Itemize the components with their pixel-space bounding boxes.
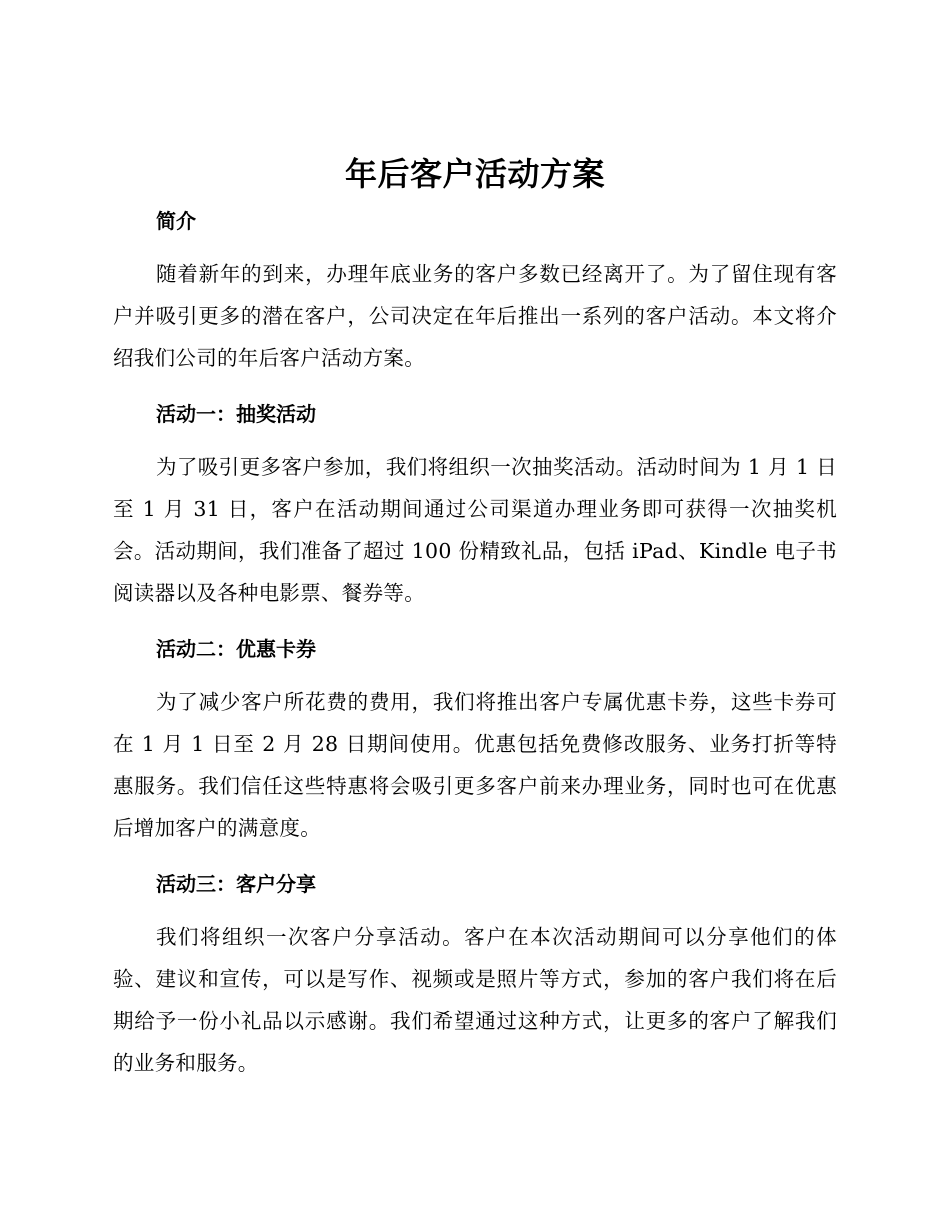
- section-paragraph: 我们将组织一次客户分享活动。客户在本次活动期间可以分享他们的体验、建议和宣传，可以是写作、视频或是照片等方式，参加的客户我们将在后期给予一份小礼品以示感谢。我们希望通过这种方式，让更多的客户了解我们的业务和服务。: [113, 925, 837, 1075]
- document-content: [113, 146, 837, 1104]
- section-heading: 活动一：抽奖活动: [156, 402, 316, 426]
- section-heading: 简介: [156, 209, 196, 233]
- section-activity-lottery: [113, 399, 837, 614]
- section-paragraph: 随着新年的到来，办理年底业务的客户多数已经离开了。为了留住现有客户并吸引更多的潜在客户，公司决定在年后推出一系列的客户活动。本文将介绍我们公司的年后客户活动方案。: [113, 262, 837, 370]
- section-heading: 活动二：优惠卡券: [156, 637, 316, 661]
- section-paragraph: 为了减少客户所花费的费用，我们将推出客户专属优惠卡券，这些卡券可在 1 月 1 日至 2 月 28 日期间使用。优惠包括免费修改服务、业务打折等特惠服务。我们信任这些特惠将会吸引更多客户前来办理业务，同时也可在优惠后增加客户的满意度。: [113, 690, 837, 840]
- document-title: 年后客户活动方案: [344, 155, 605, 193]
- section-activity-coupons: [113, 634, 837, 849]
- section-intro: [113, 206, 837, 379]
- section-paragraph: 为了吸引更多客户参加，我们将组织一次抽奖活动。活动时间为 1 月 1 日至 1 月 31 日，客户在活动期间通过公司渠道办理业务即可获得一次抽奖机会。活动期间，我们准备了超过 100 份精致礼品，包括 iPad、Kindle 电子书阅读器以及各种电影票、餐券等。: [113, 455, 837, 605]
- section-heading: 活动三：客户分享: [156, 872, 316, 896]
- section-activity-sharing: [113, 869, 837, 1084]
